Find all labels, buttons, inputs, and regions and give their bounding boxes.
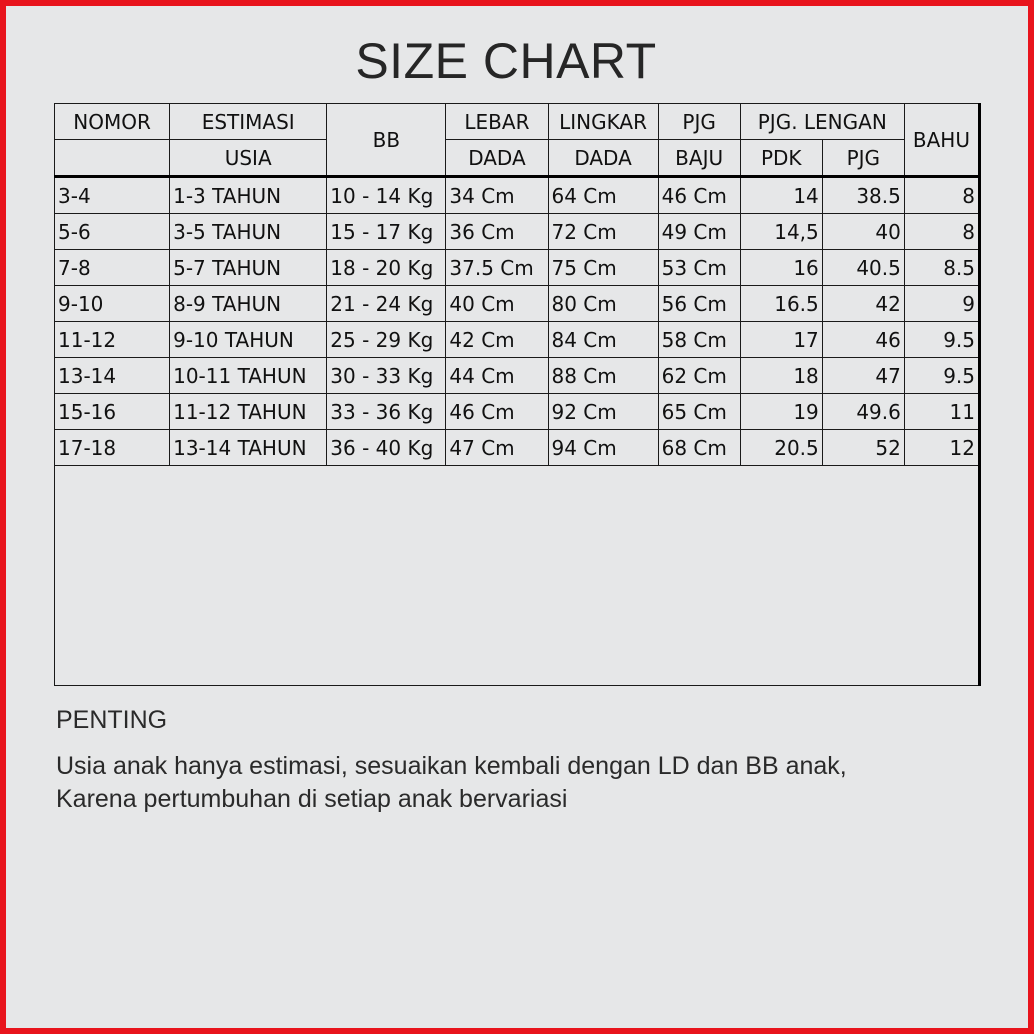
cell-lingkar-dada: 72 Cm [548,214,658,250]
cell-bahu: 12 [904,430,979,466]
cell-usia: 8-9 TAHUN [170,286,327,322]
header-estimasi: ESTIMASI [170,104,327,140]
cell-lingkar-dada: 64 Cm [548,177,658,214]
cell-lebar-dada: 36 Cm [446,214,548,250]
cell-pdk: 16 [740,250,822,286]
cell-usia: 9-10 TAHUN [170,322,327,358]
cell-usia: 13-14 TAHUN [170,430,327,466]
empty-cell [55,466,980,686]
cell-bahu: 8 [904,177,979,214]
header-lingkar: LINGKAR [548,104,658,140]
table-row [55,394,980,430]
cell-pdk: 18 [740,358,822,394]
cell-pjg-lengan: 52 [822,430,904,466]
header-pjg-baju: BAJU [658,140,740,177]
note-heading: PENTING [56,706,168,734]
cell-bahu: 11 [904,394,979,430]
cell-bb: 33 - 36 Kg [327,394,446,430]
cell-pjg-lengan: 49.6 [822,394,904,430]
page-title: SIZE CHART [355,33,657,89]
cell-bahu: 8 [904,214,979,250]
header-lebar-dada: DADA [446,140,548,177]
cell-lingkar-dada: 80 Cm [548,286,658,322]
cell-bahu: 9.5 [904,358,979,394]
header-nomor: NOMOR [55,104,170,140]
header-bb: BB [327,104,446,177]
cell-lebar-dada: 47 Cm [446,430,548,466]
cell-pjg-baju: 62 Cm [658,358,740,394]
cell-bb: 15 - 17 Kg [327,214,446,250]
header-usia: USIA [170,140,327,177]
cell-pjg-lengan: 47 [822,358,904,394]
cell-nomor: 5-6 [55,214,170,250]
cell-pjg-baju: 56 Cm [658,286,740,322]
table-row [55,358,980,394]
cell-pdk: 14,5 [740,214,822,250]
size-table [54,103,981,686]
cell-bahu: 8.5 [904,250,979,286]
cell-bb: 10 - 14 Kg [327,177,446,214]
header-row-1 [55,104,980,140]
cell-pjg-baju: 65 Cm [658,394,740,430]
table-row [55,177,980,214]
cell-nomor: 15-16 [55,394,170,430]
cell-lebar-dada: 46 Cm [446,394,548,430]
cell-bb: 25 - 29 Kg [327,322,446,358]
cell-bb: 18 - 20 Kg [327,250,446,286]
cell-pdk: 20.5 [740,430,822,466]
note-body [56,750,996,816]
cell-pjg-baju: 58 Cm [658,322,740,358]
cell-nomor: 17-18 [55,430,170,466]
cell-bahu: 9 [904,286,979,322]
cell-pjg-baju: 49 Cm [658,214,740,250]
cell-pjg-lengan: 38.5 [822,177,904,214]
cell-bb: 21 - 24 Kg [327,286,446,322]
note-line-2: Karena pertumbuhan di setiap anak bervariasi [56,785,568,813]
table-row [55,214,980,250]
cell-pdk: 14 [740,177,822,214]
table-row [55,322,980,358]
cell-nomor: 7-8 [55,250,170,286]
cell-pjg-lengan: 40.5 [822,250,904,286]
cell-pdk: 19 [740,394,822,430]
cell-pdk: 17 [740,322,822,358]
cell-lebar-dada: 40 Cm [446,286,548,322]
cell-lebar-dada: 37.5 Cm [446,250,548,286]
header-pjg: PJG [658,104,740,140]
cell-lebar-dada: 44 Cm [446,358,548,394]
header-lingkar-dada: DADA [548,140,658,177]
cell-lebar-dada: 42 Cm [446,322,548,358]
cell-nomor: 3-4 [55,177,170,214]
header-pjg-lengan-pjg: PJG [822,140,904,177]
cell-lingkar-dada: 84 Cm [548,322,658,358]
header-pjg-lengan: PJG. LENGAN [740,104,904,140]
cell-lingkar-dada: 75 Cm [548,250,658,286]
table-row [55,250,980,286]
cell-nomor: 9-10 [55,286,170,322]
empty-table-area [55,466,980,686]
header-nomor-sub [55,140,170,177]
cell-pjg-lengan: 40 [822,214,904,250]
cell-lingkar-dada: 88 Cm [548,358,658,394]
cell-pjg-lengan: 42 [822,286,904,322]
cell-pjg-baju: 53 Cm [658,250,740,286]
cell-lingkar-dada: 94 Cm [548,430,658,466]
cell-pdk: 16.5 [740,286,822,322]
cell-usia: 1-3 TAHUN [170,177,327,214]
cell-nomor: 13-14 [55,358,170,394]
cell-lingkar-dada: 92 Cm [548,394,658,430]
header-bahu: BAHU [904,104,979,177]
table-row [55,430,980,466]
cell-bahu: 9.5 [904,322,979,358]
header-row-2 [55,140,980,177]
note-line-1: Usia anak hanya estimasi, sesuaikan kembali dengan LD dan BB anak, [56,752,847,780]
cell-lebar-dada: 34 Cm [446,177,548,214]
cell-pjg-baju: 68 Cm [658,430,740,466]
cell-bb: 36 - 40 Kg [327,430,446,466]
cell-bb: 30 - 33 Kg [327,358,446,394]
cell-nomor: 11-12 [55,322,170,358]
table-row [55,286,980,322]
header-pdk: PDK [740,140,822,177]
cell-pjg-lengan: 46 [822,322,904,358]
header-lebar: LEBAR [446,104,548,140]
cell-usia: 5-7 TAHUN [170,250,327,286]
cell-usia: 3-5 TAHUN [170,214,327,250]
cell-usia: 10-11 TAHUN [170,358,327,394]
cell-pjg-baju: 46 Cm [658,177,740,214]
cell-usia: 11-12 TAHUN [170,394,327,430]
